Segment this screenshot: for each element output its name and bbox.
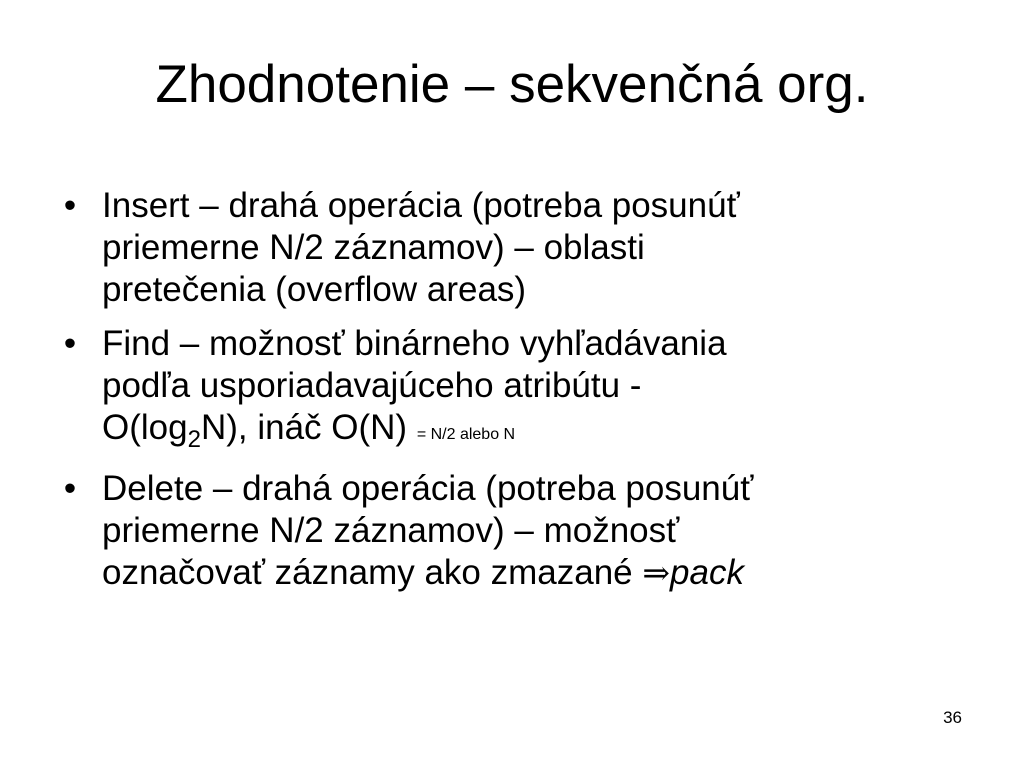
bullet-marker: •: [63, 469, 77, 508]
pack-keyword: pack: [670, 553, 744, 592]
bullet-list: [60, 185, 990, 606]
bullet-delete: [60, 468, 990, 594]
bullet-insert-line-3: pretečenia (overflow areas): [102, 270, 527, 309]
bullet-insert: [60, 185, 990, 311]
bullet-find-line-3: [102, 407, 990, 456]
page-number: 36: [943, 708, 962, 727]
complexity-log-suffix: N), ináč O(N): [200, 408, 408, 447]
complexity-log-prefix: O(log: [102, 408, 188, 447]
bullet-marker: •: [63, 186, 77, 225]
bullet-find-line-1: Find – možnosť binárneho vyhľadávania: [102, 324, 727, 363]
bullet-marker: •: [63, 324, 77, 363]
bullet-insert-line-2: priemerne N/2 záznamov) – oblasti: [102, 228, 645, 267]
bullet-insert-line-1: Insert – drahá operácia (potreba posunúť: [102, 186, 740, 225]
bullet-delete-line-3: [102, 552, 990, 594]
delete-mark-text: označovať záznamy ako zmazané: [102, 553, 633, 592]
bullet-find-line-2: podľa usporiadavajúceho atribútu -: [102, 366, 642, 405]
complexity-note: = N/2 alebo N: [416, 426, 516, 443]
implies-arrow-icon: ⇒: [642, 553, 671, 592]
slide-title: Zhodnotenie – sekvenčná org.: [155, 55, 869, 114]
bullet-delete-line-2: priemerne N/2 záznamov) – možnosť: [102, 511, 680, 550]
bullet-find: [60, 323, 990, 456]
log-base-subscript: 2: [187, 426, 201, 453]
bullet-delete-line-1: Delete – drahá operácia (potreba posunúť: [102, 469, 754, 508]
